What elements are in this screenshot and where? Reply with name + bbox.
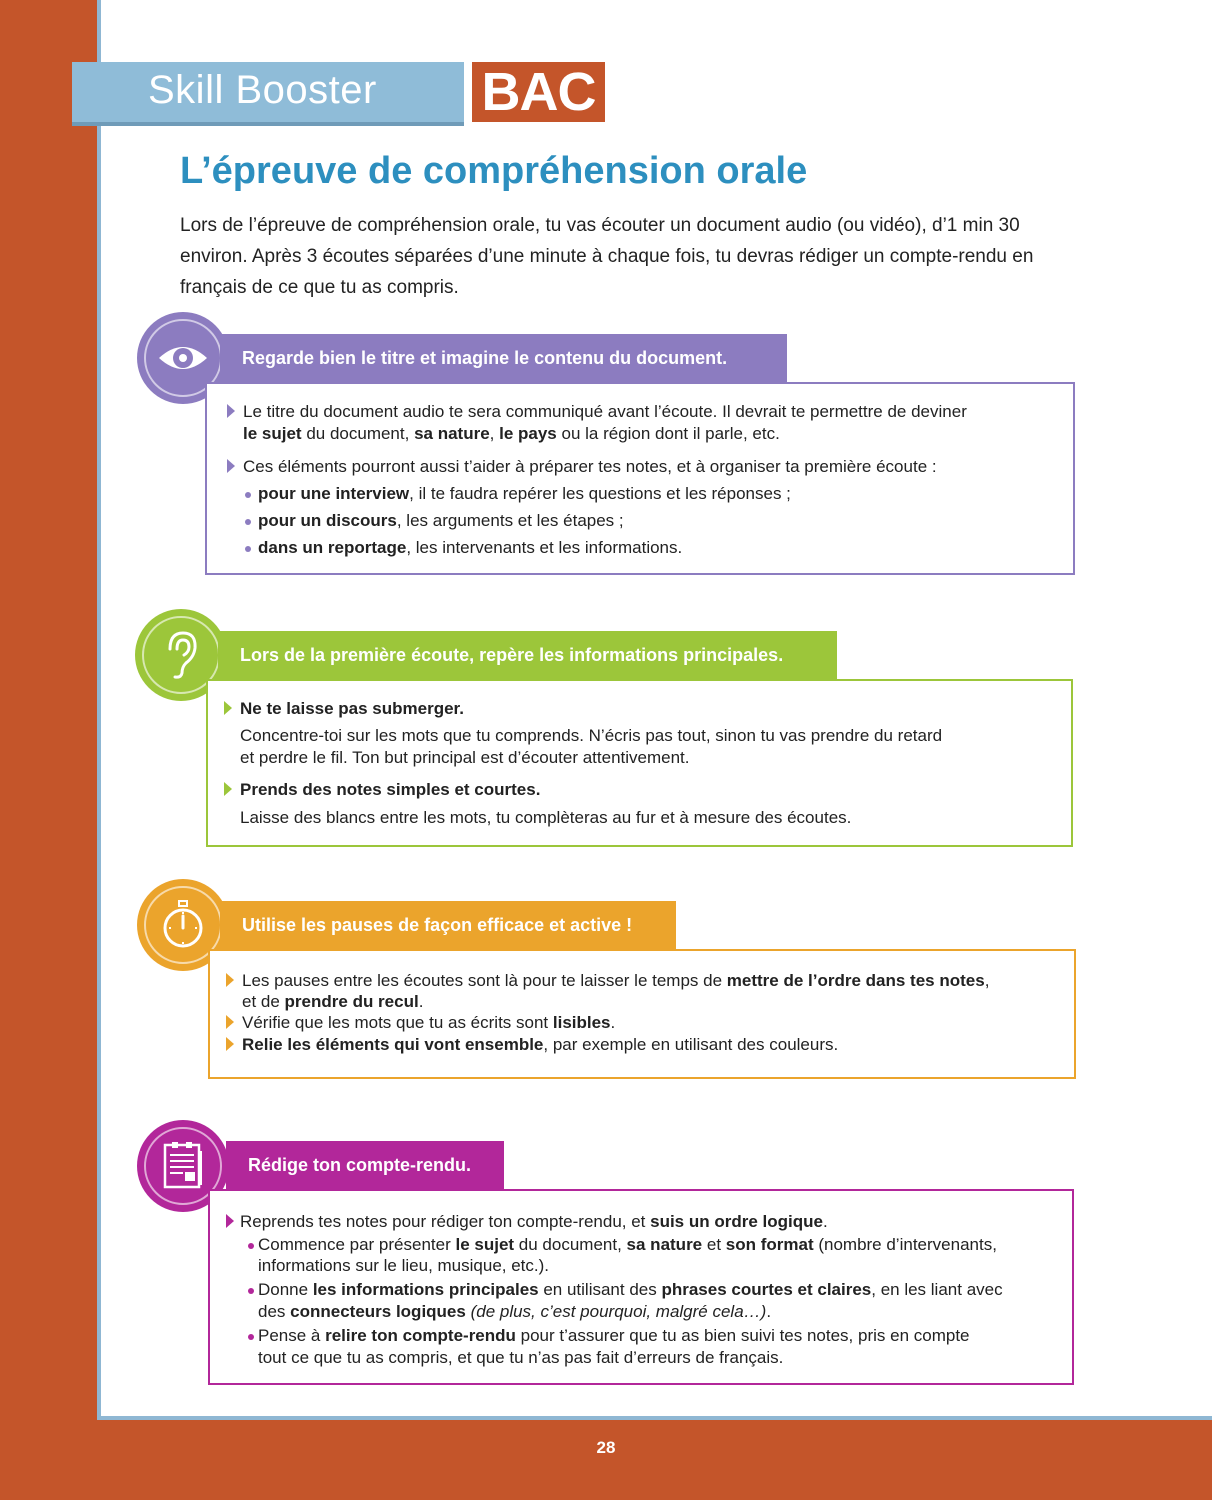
bullet-icon (248, 1288, 254, 1294)
bullet-icon (248, 1243, 254, 1249)
bullet-icon (248, 1334, 254, 1340)
section-1-text: le sujet du document, sa nature, le pays ou la région dont il parle, etc. (243, 424, 780, 443)
section-4-heading: Rédige ton compte-rendu. (226, 1141, 504, 1189)
section-2-text: Laisse des blancs entre les mots, tu complèteras au fur et à mesure des écoutes. (240, 808, 852, 827)
bullet-icon (245, 519, 251, 525)
section-1-bullet: dans un reportage, les intervenants et les informations. (258, 538, 683, 557)
section-2-text: Ne te laisse pas submerger. (240, 699, 464, 718)
arrow-icon (226, 1037, 234, 1051)
section-4-text: Reprends tes notes pour rédiger ton compte-rendu, et suis un ordre logique. (240, 1212, 828, 1231)
arrow-icon (227, 459, 235, 473)
section-3-box (208, 949, 1076, 1079)
section-4-bullet: informations sur le lieu, musique, etc.). (258, 1256, 550, 1275)
skill-booster-label: Skill Booster (148, 68, 377, 112)
section-4-bullet: Commence par présenter le sujet du document, sa nature et son format (nombre d’intervenants, (258, 1235, 997, 1254)
bullet-icon (245, 492, 251, 498)
section-4-bullet: Donne les informations principales en utilisant des phrases courtes et claires, en les liant avec (258, 1280, 1003, 1299)
section-1-bullet: pour une interview, il te faudra repérer les questions et les réponses ; (258, 484, 791, 503)
section-3-text: et de prendre du recul. (242, 992, 424, 1011)
section-4-bullet: Pense à relire ton compte-rendu pour t’assurer que tu as bien suivi tes notes, pris en compte (258, 1326, 970, 1345)
intro-paragraph: Lors de l’épreuve de compréhension orale, tu vas écouter un document audio (ou vidéo), d’1 min 30 environ. Après 3 écoutes séparées d’une minute à chaque fois, tu devras rédiger un compte-rendu en français de ce que tu as compris. (180, 215, 1034, 298)
skill-booster-banner (72, 62, 464, 122)
bac-badge: BAC (472, 62, 605, 122)
arrow-icon (224, 701, 232, 715)
section-2-text: Prends des notes simples et courtes. (240, 780, 541, 799)
section-2-text: et perdre le fil. Ton but principal est d’écouter attentivement. (240, 748, 690, 767)
page-title: L’épreuve de compréhension orale (180, 150, 808, 192)
section-1-bullet: pour un discours, les arguments et les étapes ; (258, 511, 624, 530)
section-1-box (205, 382, 1075, 575)
section-4-bullet: des connecteurs logiques (de plus, c’est pourquoi, malgré cela…). (258, 1302, 772, 1321)
section-2-text: Concentre-toi sur les mots que tu comprends. N’écris pas tout, sinon tu vas prendre du retard (240, 726, 943, 745)
arrow-icon (226, 1214, 234, 1228)
section-2-heading: Lors de la première écoute, repère les informations principales. (218, 631, 837, 679)
arrow-icon (224, 782, 232, 796)
section-1-text: Le titre du document audio te sera communiqué avant l’écoute. Il devrait te permettre de deviner (243, 402, 967, 421)
page-number: 28 (596, 1438, 616, 1457)
arrow-icon (226, 973, 234, 987)
section-4-box (208, 1189, 1074, 1385)
section-3-text: Relie les éléments qui vont ensemble, par exemple en utilisant des couleurs. (242, 1035, 839, 1054)
section-1-text: Ces éléments pourront aussi t’aider à préparer tes notes, et à organiser ta première écoute : (243, 457, 937, 476)
section-3-text: Vérifie que les mots que tu as écrits sont lisibles. (242, 1013, 616, 1032)
arrow-icon (227, 404, 235, 418)
section-2-box (206, 679, 1073, 847)
bullet-icon (245, 546, 251, 552)
section-4-bullet: tout ce que tu as compris, et que tu n’as pas fait d’erreurs de français. (258, 1348, 784, 1367)
section-3-text: Les pauses entre les écoutes sont là pour te laisser le temps de mettre de l’ordre dans tes notes, (242, 971, 990, 990)
arrow-icon (226, 1015, 234, 1029)
section-1-heading: Regarde bien le titre et imagine le contenu du document. (220, 334, 787, 382)
section-3-heading: Utilise les pauses de façon efficace et active ! (220, 901, 676, 949)
